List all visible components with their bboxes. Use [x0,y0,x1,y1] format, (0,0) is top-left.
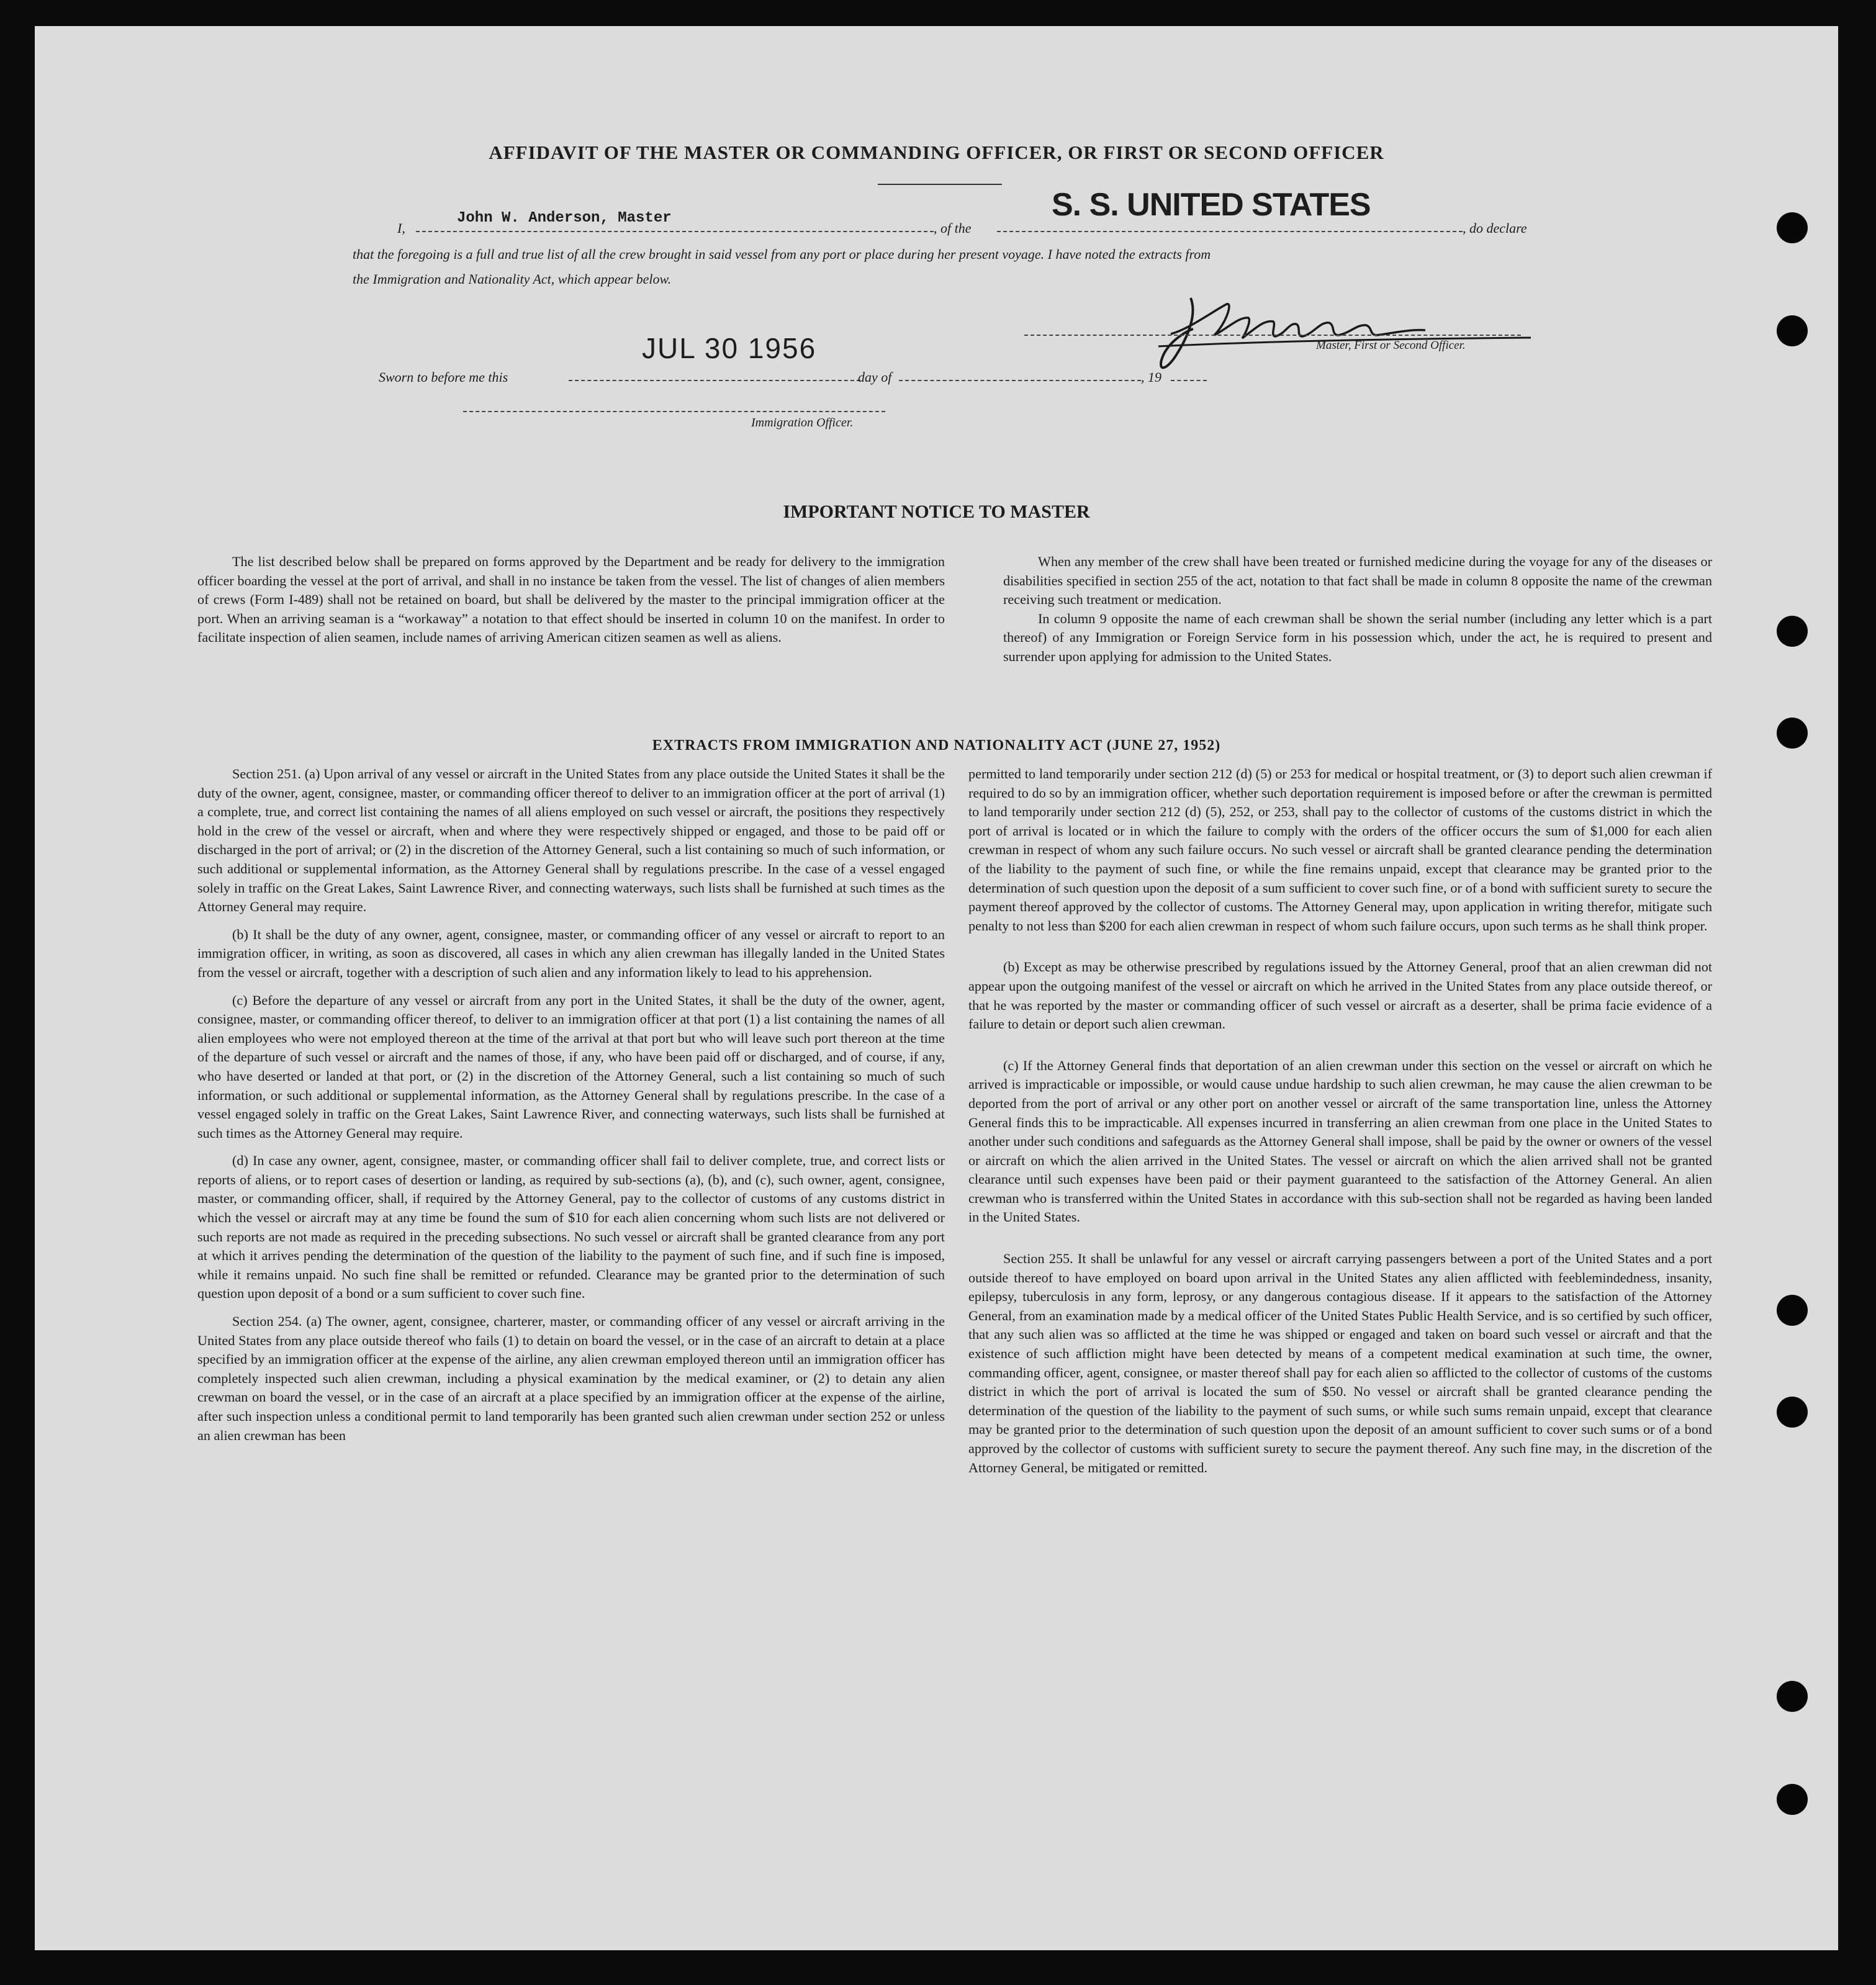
sworn-date-line [569,380,860,381]
do-declare-label: , do declare [1463,220,1527,236]
divider [878,184,1002,185]
date-stamp: JUL 30 1956 [642,332,817,364]
day-of-label: day of [858,369,892,385]
section-254-c: (c) If the Attorney General finds that deportation of an alien crewman under this section on the vessel or aircraft on which he arrived is impracticable or impossible, or would cause undue hardship to such alien crewman, he may cause the alien crewman to be deported from the port of arrival or any other port on another vessel or aircraft of the same transportation line, unless the Attorney General finds this to be impracticable. All expenses incurred in transferring an alien crewman from one place in the United States to another under such conditions and safeguards as the Attorney General shall impose, shall be paid by the owner or owners of the vessel or aircraft on which the alien arrived in the United States. The vessel or aircraft on which the alien arrived shall not be granted clearance until such expenses have been paid or their payment guaranteed to the satisfaction of the Attorney General. An alien crewman who is transferred within the United States in accordance with this sub-section shall not be regarded as having been landed in the United States. [968,1057,1712,1225]
notice-left-paragraph: The list described below shall be prepared on forms approved by the Department and be ready for delivery to the immigration officer boarding the vessel at the port of arrival, and shall in no instance be taken from the vessel. The list of changes of alien members of crews (Form I-489) shall not be retained on board, but shall be delivered by the master to the principal immigration officer at the port. When an arriving seaman is a “workaway” a notation to that effect should be inserted in column 10 on the manifest. In order to facilitate inspection of alien seamen, include names of arriving American citizen seamen as well as aliens. [197,554,945,646]
declarant-name: John W. Anderson, Master [457,210,672,227]
section-254-b: (b) Except as may be otherwise prescribed by regulations issued by the Attorney General, proof that an alien crewman did not appear upon the outgoing manifest of the vessel or aircraft on which he arrived in the United States from any place outside thereof, or that he was reported by the master or commanding officer of such vessel or aircraft as a deserter, shall be prima facie evidence of a failure to detain or deport such alien crewman. [968,959,1712,1032]
section-251-a: Section 251. (a) Upon arrival of any vessel or aircraft in the United States from any place outside the United States it shall be the duty of the owner, agent, consignee, master, or commanding officer thereof to deliver to an immigration officer at the port of arrival (1) a complete, true, and correct list containing the names of all aliens employed on such vessel or aircraft, the positions they respectively hold in the crew of the vessel or aircraft, when and where they were respectively shipped or engaged, and those to be paid off or discharged in the port of arrival; or (2) in the discretion of the Attorney General, such a list containing so much of such information, or such additional or supplemental information, as the Attorney General shall by regulations prescribe. In the case of a vessel engaged solely in traffic on the Great Lakes, Saint Lawrence River, and connecting waterways, such lists shall be furnished at such times as the Attorney General may require. [197,766,945,915]
punch-hole [1777,1397,1808,1428]
declarant-line [416,231,934,232]
master-signature [1134,286,1543,379]
officer-signature-line [463,411,885,412]
document-page [35,26,1838,1950]
notice-right-paragraph-1: When any member of the crew shall have been treated or furnished medicine during the voyage for any of the diseases or disabilities specified in section 255 of the act, notation to that fact shall be made in column 8 opposite the name of the crewman receiving such treatment or medication. [1003,554,1712,608]
day-of-line [899,380,1141,381]
notice-left-column [197,552,945,656]
notice-right-column [1003,552,1712,675]
section-251-d: (d) In case any owner, agent, consignee, master, or commanding officer shall fail to deliver complete, true, and correct lists or reports of aliens, or to report cases of desertion or landing, as required by sub-sections (a), (b), and (c), such owner, agent, consignee, master, or commanding officer, shall, if required by the Attorney General, pay to the collector of customs of any customs district in which the vessel or aircraft may at any time be found the sum of $10 for each alien concerning whom such lists are not delivered or such reports are not made as required in the preceding subsections. No such vessel or aircraft shall be granted clearance from any port at which it arrives pending the determination of the question of the liability to the payment of such fine, and if such fine is imposed, while it remains unpaid. No such fine shall be remitted or refunded. Clearance may be granted prior to the determination of such question upon deposit of a bond or a sum sufficient to cover such fine. [197,1153,945,1302]
i-label: I, [397,220,405,236]
sworn-label: Sworn to before me this [379,369,508,385]
punch-hole [1777,1784,1808,1815]
vessel-line [997,231,1463,232]
notice-right-paragraph-2: In column 9 opposite the name of each crewman shall be shown the serial number (including any letter which is a part thereof) of any Immigration or Foreign Service form in his possession which, under the act, he is required to present and surrender upon applying for admission to the United States. [1003,610,1712,664]
section-255: Section 255. It shall be unlawful for any vessel or aircraft carrying passengers between a port of the United States and a port outside thereof to have employed on board upon arrival in the United States any alien afflicted with feeblemindedness, insanity, epilepsy, tuberculosis in any form, leprosy, or any dangerous contagious disease. If it appears to the satisfaction of the Attorney General, from an examination made by a medical officer of the United States Public Health Service, and is so certified by such officer, that any such alien was so afflicted at the time he was shipped or engaged and taken on board such vessel or aircraft and that the existence of such affliction might have been detected by means of a competent medical examination at such time, the owner, commanding officer, agent, consignee, or master thereof shall pay for each alien so afflicted to the collector of customs of the customs district in which the port of arrival is located the sum of $50. No vessel or aircraft shall be granted clearance pending the determination of the question of the liability to the payment of such sums, or while such sums remain unpaid, except that clearance may be granted prior to the determination of such question upon the deposit of an amount sufficient to cover such sums or of a bond approved by the collector of customs with sufficient surety to secure the payment thereof. Any such fine may, in the discretion of the Attorney General, be mitigated or remitted. [968,1251,1712,1475]
affidavit-title: AFFIDAVIT OF THE MASTER OR COMMANDING OFFICER, OR FIRST OR SECOND OFFICER [489,142,1384,163]
punch-hole [1777,616,1808,647]
section-251-b: (b) It shall be the duty of any owner, agent, consignee, master, or commanding officer of any vessel or aircraft to report to an immigration officer, in writing, as soon as discovered, all cases in which any alien crewman has illegally landed in the United States from the vessel or aircraft, together with a description of such alien and any information likely to lead to his apprehension. [197,926,945,980]
statement-line-2: the Immigration and Nationality Act, which appear below. [353,271,672,287]
extracts-left-column [197,765,945,1454]
section-254-a: Section 254. (a) The owner, agent, consignee, charterer, master, or commanding officer of any vessel or aircraft arriving in the United States from any place outside thereof who fails (1) to detain on board the vessel, or in the case of an aircraft to detain at a place specified by an immigration officer at the expense of the airline, any alien crewman employed thereon until an immigration officer has completely inspected such alien crewman, including a physical examination by the medical examiner, or (2) to detain any alien crewman on board the vessel, or in the case of an aircraft at a place specified by an immigration officer at the expense of the airline, after such inspection unless a conditional permit to land temporarily has been granted such alien crewman under section 252 or unless an alien crewman has been [197,1313,945,1443]
of-the-label: , of the [934,220,972,236]
year-line [1171,380,1207,381]
notice-heading: IMPORTANT NOTICE TO MASTER [783,502,1090,522]
extracts-right-column [968,765,1712,1486]
officer-caption: Immigration Officer. [751,416,854,430]
master-signature-line [1024,335,1521,336]
punch-hole [1777,212,1808,243]
statement-line-1: that the foregoing is a full and true list of all the crew brought in said vessel from any port or place during her present voyage. I have noted the extracts from [353,246,1211,262]
punch-hole [1777,1295,1808,1326]
vessel-name: S. S. UNITED STATES [1052,187,1371,223]
year-label: , 19 [1141,369,1161,385]
punch-hole [1777,315,1808,346]
section-251-c: (c) Before the departure of any vessel or aircraft from any port in the United States, it shall be the duty of the owner, agent, consignee, master, or commanding officer thereof, to deliver to an immigration officer at that port (1) a list containing the names of all alien employees who were not employed thereon at the time of the arrival at that port but who will leave such port thereon at the time of the departure of such vessel or aircraft and the names of those, if any, who have been paid off or discharged, and of course, if any, who have deserted or landed at that port, or (2) in the discretion of the Attorney General, such a list containing so much of such information, or such additional or supplemental information, as the Attorney General shall by regulations prescribe. In the case of a vessel engaged solely in traffic on the Great Lakes, Saint Lawrence River, and connecting waterways, such lists shall be furnished at such times as the Attorney General may require. [197,992,945,1141]
punch-hole [1777,1681,1808,1712]
master-caption: Master, First or Second Officer. [1316,339,1466,352]
section-254-a-continued: permitted to land temporarily under section 212 (d) (5) or 253 for medical or hospital treatment, or (3) to deport such alien crewman if required to do so by an immigration officer, whether such deportation requirement is imposed before or after the crewman is permitted to land temporarily under section 212 (d) (5), 252, or 253, shall pay to the collector of customs of the customs district in which the port of arrival is located or in which the failure to comply with the orders of the officer occurs the sum of $1,000 for each alien crewman in respect of whom any such failure occurs. No such vessel or aircraft shall be granted clearance pending the determination of the liability to the payment of such fine, or while the fine remains unpaid, except that clearance may be granted prior to the determination of such question upon the deposit of a sum sufficient to cover such fine, or of a bond with sufficient surety to secure the payment thereof approved by the collector of customs. The Attorney General may, upon application in writing therefor, mitigate such penalty to not less than $200 for each alien crewman in respect of whom such failure occurs, upon such terms as he shall think proper. [968,766,1712,934]
extracts-heading: EXTRACTS FROM IMMIGRATION AND NATIONALITY ACT (JUNE 27, 1952) [652,737,1221,754]
